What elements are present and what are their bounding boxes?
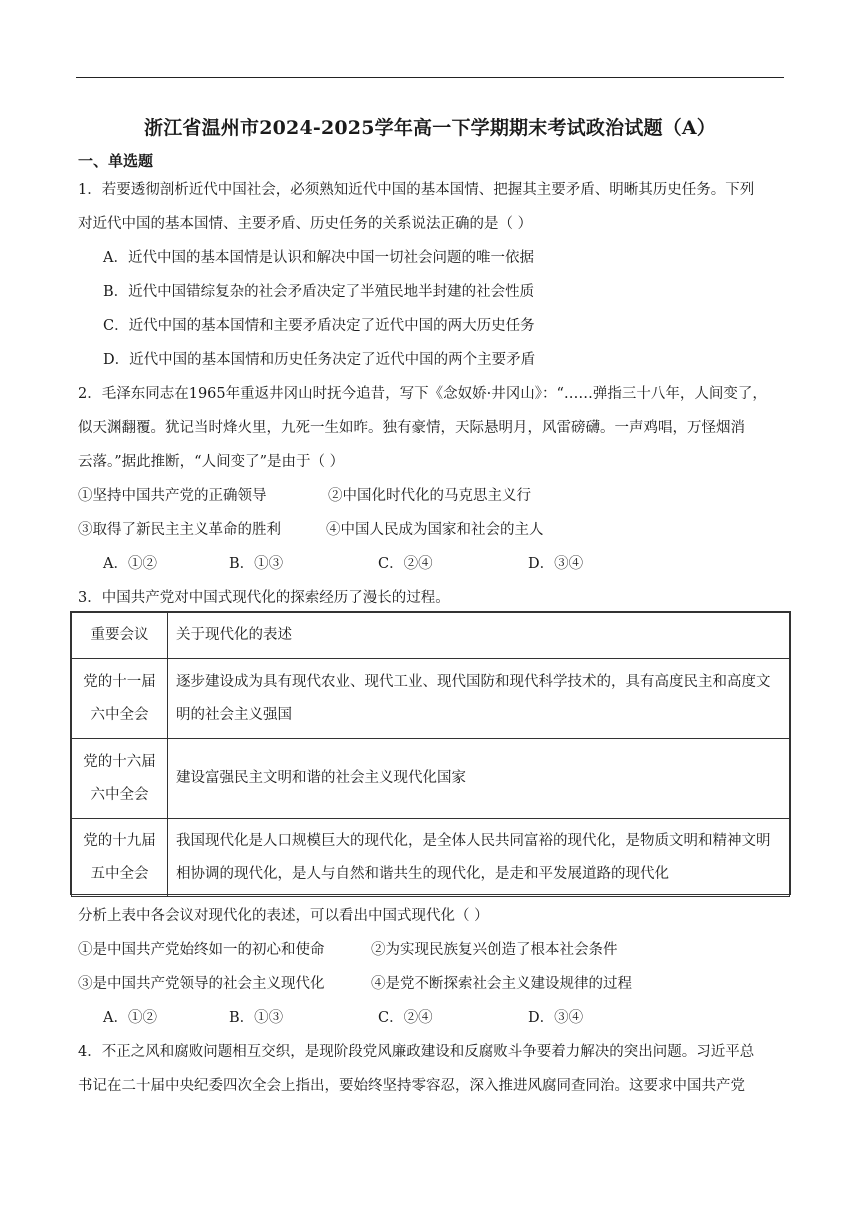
q1-option-a: A．近代中国的基本国情是认识和解决中国一切社会问题的唯一依据 (103, 250, 534, 266)
q3-answer-c: C．②④ (378, 1010, 433, 1026)
q1-stem-line2: 对近代中国的基本国情、主要矛盾、历史任务的关系说法正确的是（ ） (78, 216, 533, 232)
table-row (72, 659, 790, 739)
section-heading: 一、单选题 (78, 152, 154, 170)
meeting-name-line1: 党的十六届 (83, 753, 156, 770)
q2-stem-line3: 云落。”据此推断，“人间变了”是由于（ ） (78, 454, 345, 470)
q3-answer-d: D．③④ (528, 1010, 584, 1026)
q2-item-1: ①坚持中国共产党的正确领导 (78, 488, 267, 504)
q4-stem-line2: 书记在二十届中央纪委四次全会上指出，要始终坚持零容忍，深入推进风腐同查同治。这要求中国共产党 (78, 1078, 745, 1094)
table-header-meeting: 重要会议 (72, 613, 168, 659)
q3-item-4: ④是党不断探索社会主义建设规律的过程 (371, 976, 632, 992)
table-row (72, 739, 790, 819)
meeting-name-line1: 党的十一届 (83, 673, 156, 690)
q1-stem-line1: 1．若要透彻剖析近代中国社会，必须熟知近代中国的基本国情、把握其主要矛盾、明晰其历史任务。下列 (78, 182, 755, 198)
table-cell-meeting (72, 659, 168, 739)
table-cell-statement: 我国现代化是人口规模巨大的现代化，是全体人民共同富裕的现代化，是物质文明和精神文明相协调的现代化，是人与自然和谐共生的现代化，是走和平发展道路的现代化 (168, 819, 790, 897)
q3-stem: 3．中国共产党对中国式现代化的探索经历了漫长的过程。 (78, 590, 450, 606)
q4-stem-line1: 4．不正之风和腐败问题相互交织，是现阶段党风廉政建设和反腐败斗争要着力解决的突出问题。习近平总 (78, 1044, 755, 1060)
meeting-name-line2: 六中全会 (90, 706, 149, 723)
document-title: 浙江省温州市2024-2025学年高一下学期期末考试政治试题（A） (144, 117, 716, 139)
q3-answer-a: A．①② (103, 1010, 157, 1026)
q2-stem-line1: 2．毛泽东同志在1965年重返井冈山时抚今追昔，写下《念奴娇·井冈山》：“……弹指三十八年，人间变了， (78, 386, 767, 402)
table-cell-statement: 建设富强民主文明和谐的社会主义现代化国家 (168, 739, 790, 819)
table-header-statement: 关于现代化的表述 (168, 613, 790, 659)
table-header-row (72, 613, 790, 659)
table-cell-meeting (72, 819, 168, 897)
q2-item-3: ③取得了新民主主义革命的胜利 (78, 522, 281, 538)
q2-answer-b: B．①③ (229, 556, 284, 572)
meeting-name-line2: 六中全会 (90, 786, 149, 803)
q1-option-b: B．近代中国错综复杂的社会矛盾决定了半殖民地半封建的社会性质 (103, 284, 535, 300)
q3-answer-b: B．①③ (229, 1010, 284, 1026)
table-cell-meeting (72, 739, 168, 819)
q2-answer-c: C．②④ (378, 556, 433, 572)
q3-analysis: 分析上表中各会议对现代化的表述，可以看出中国式现代化（ ） (78, 908, 489, 924)
q2-answer-d: D．③④ (528, 556, 584, 572)
q1-option-d: D．近代中国的基本国情和历史任务决定了近代中国的两个主要矛盾 (103, 352, 536, 368)
header-rule (76, 77, 784, 78)
q3-item-1: ①是中国共产党始终如一的初心和使命 (78, 942, 325, 958)
q2-stem-line2: 似天渊翻覆。犹记当时烽火里，九死一生如昨。独有豪情，天际悬明月，风雷磅礴。一声鸡唱，万怪烟消 (78, 420, 745, 436)
q3-item-2: ②为实现民族复兴创造了根本社会条件 (371, 942, 618, 958)
table-cell-statement: 逐步建设成为具有现代农业、现代工业、现代国防和现代科学技术的，具有高度民主和高度文明的社会主义强国 (168, 659, 790, 739)
meeting-name-line1: 党的十九届 (83, 832, 156, 849)
q2-answer-a: A．①② (103, 556, 157, 572)
q2-item-4: ④中国人民成为国家和社会的主人 (326, 522, 544, 538)
q3-item-3: ③是中国共产党领导的社会主义现代化 (78, 976, 325, 992)
table-row (72, 819, 790, 897)
modernization-table (70, 611, 791, 895)
meeting-name-line2: 五中全会 (90, 865, 149, 882)
q2-item-2: ②中国化时代化的马克思主义行 (328, 488, 531, 504)
q1-option-c: C．近代中国的基本国情和主要矛盾决定了近代中国的两大历史任务 (103, 318, 535, 334)
